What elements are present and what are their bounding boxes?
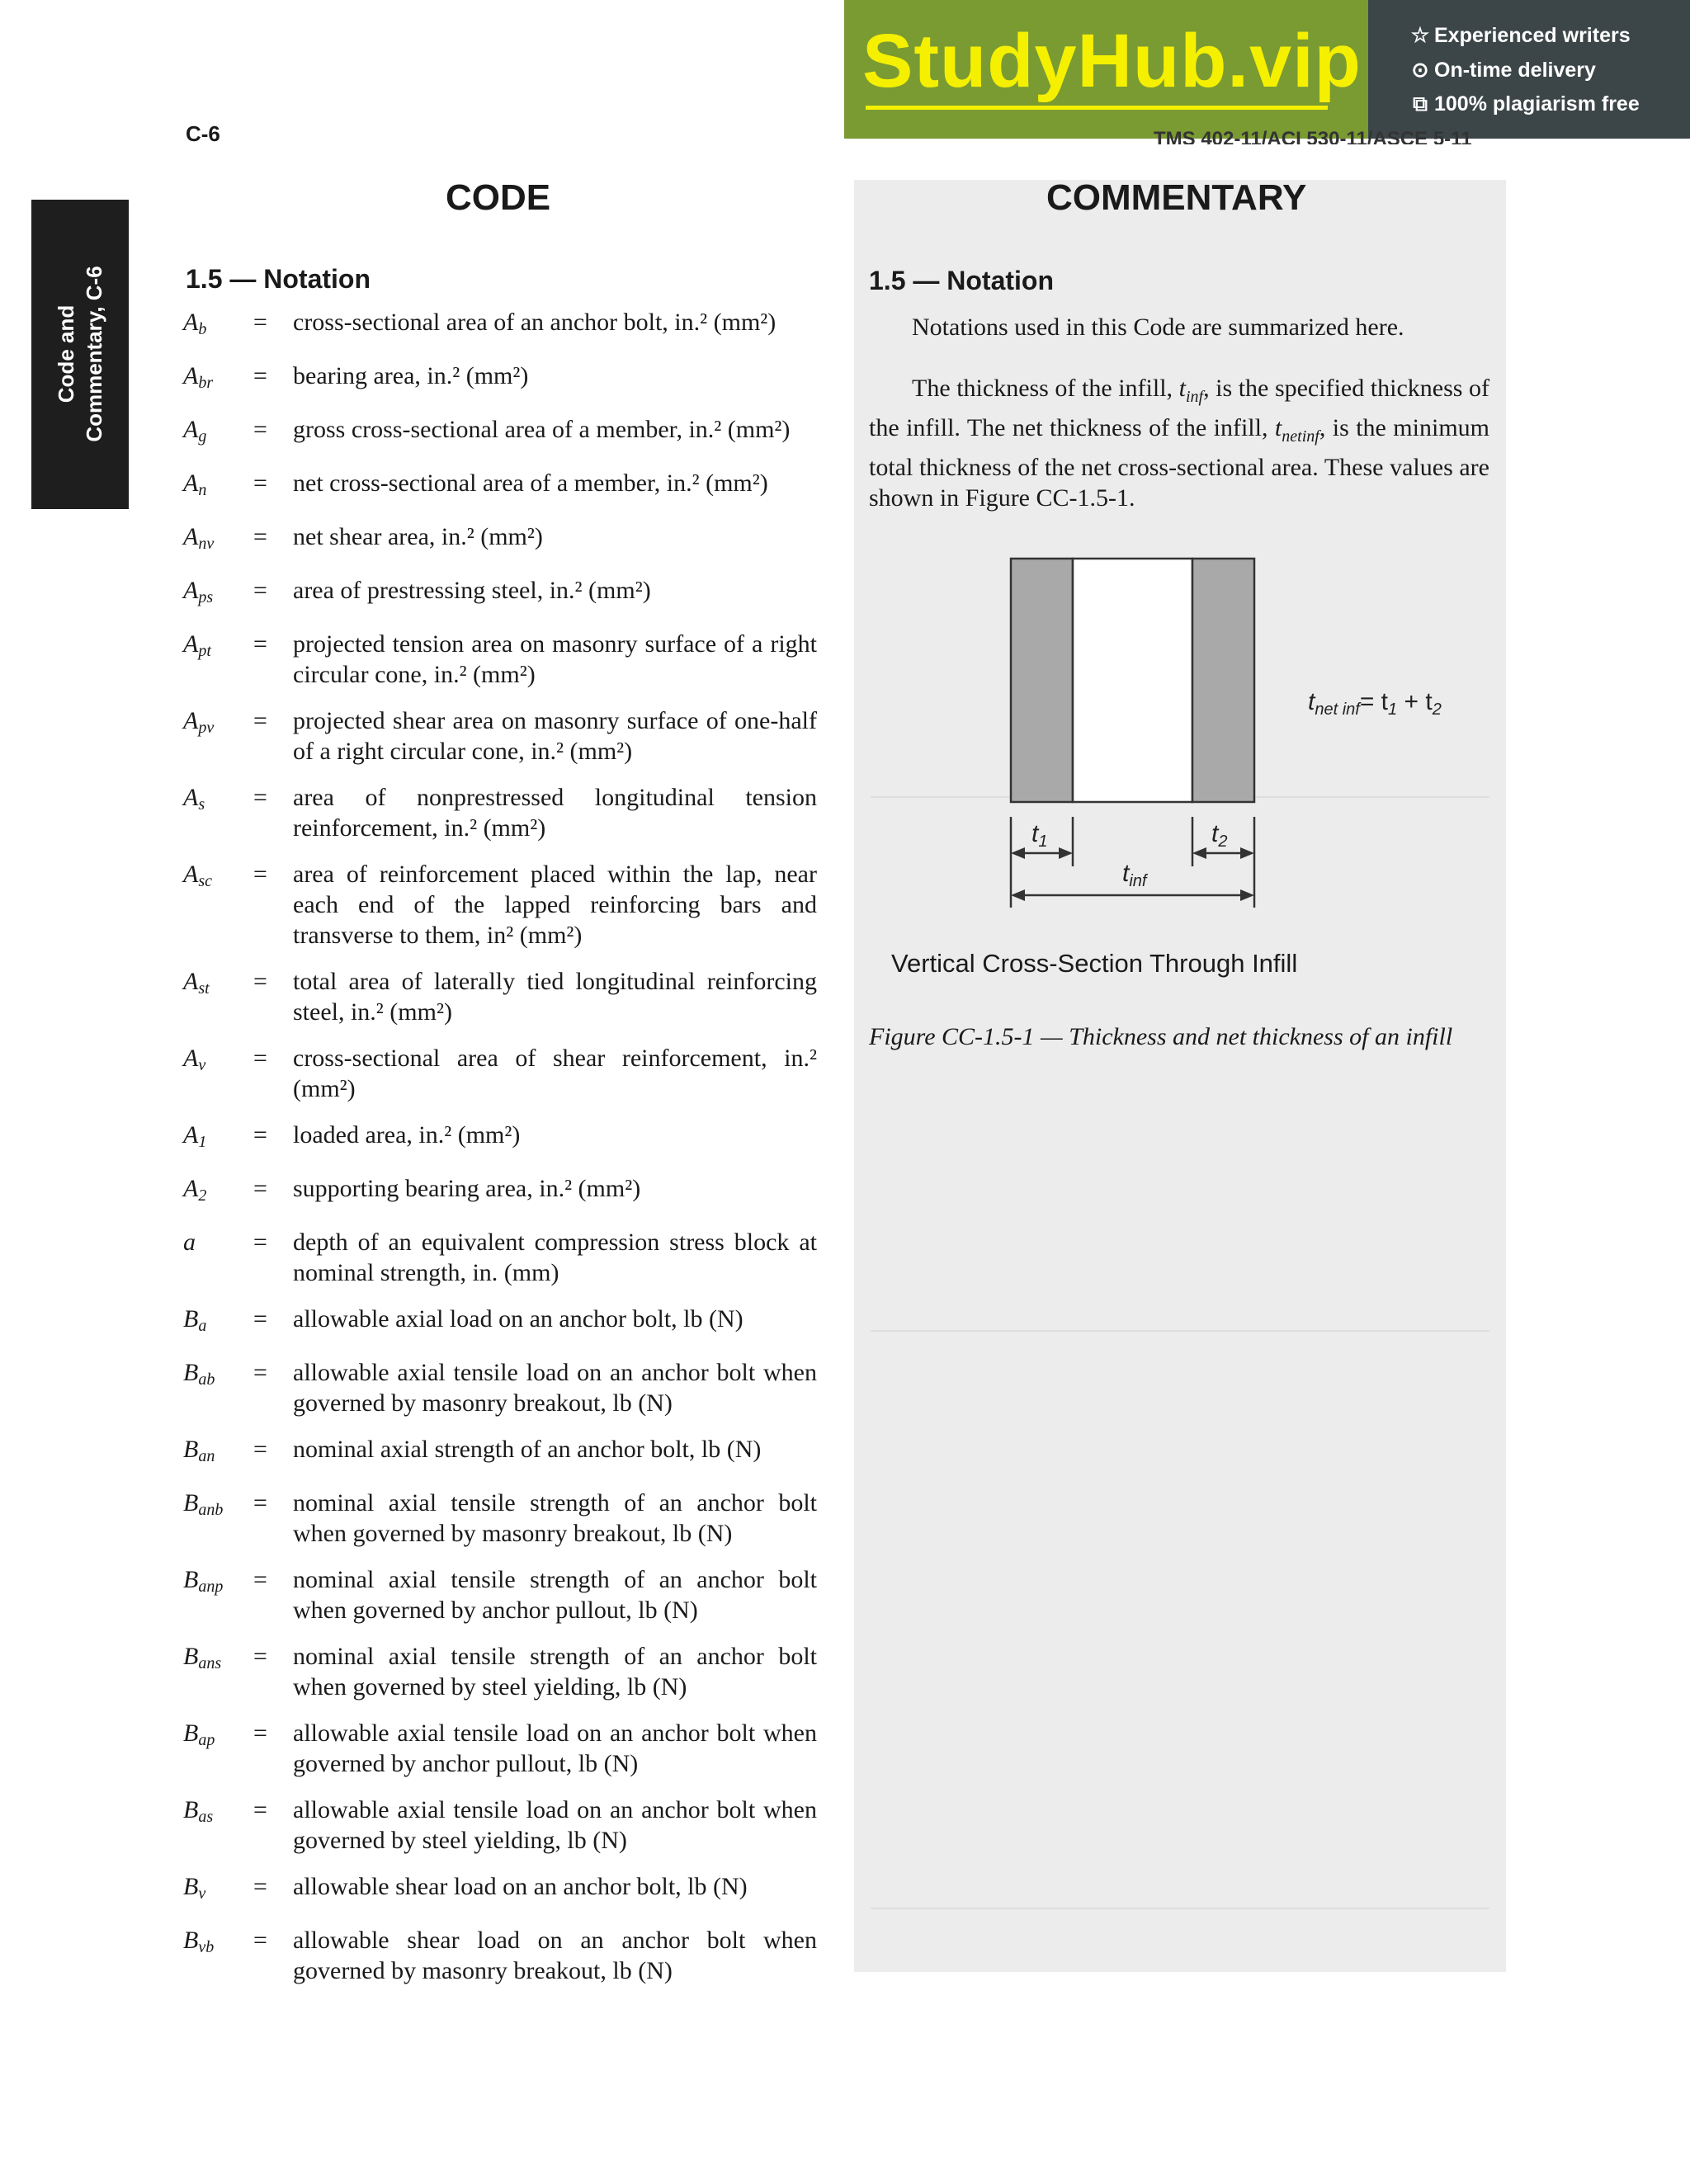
t2-label: $t_2$ <box>1211 820 1228 851</box>
notation-symbol: $B_v$ <box>183 1873 206 1903</box>
notation-symbol: a <box>183 1229 196 1256</box>
equals-sign: = <box>253 1175 267 1202</box>
notation-symbol: $A_{pt}$ <box>183 630 211 660</box>
notation-symbol: $A_n$ <box>183 469 207 499</box>
notation-symbol: $B_a$ <box>183 1305 207 1335</box>
notation-definition: bearing area, in.² (mm²) <box>293 362 529 389</box>
notation-symbol: $A_2$ <box>183 1175 207 1205</box>
notation-definition: allowable axial load on an anchor bolt, lb (N) <box>293 1305 744 1333</box>
side-tab-line-1: Code and <box>54 304 78 403</box>
page-number: C-6 <box>186 121 220 146</box>
notation-row <box>183 1120 817 1158</box>
equals-sign: = <box>253 707 267 734</box>
side-tab <box>31 200 129 509</box>
notation-symbol: $B_{vb}$ <box>183 1927 215 1956</box>
notation-row <box>183 966 817 1027</box>
code-section-heading: 1.5 — Notation <box>186 264 371 294</box>
notation-definition: allowable shear load on an anchor bolt, lb (N) <box>293 1873 748 1900</box>
notation-symbol: $A_{pv}$ <box>183 707 215 737</box>
equals-sign: = <box>253 469 267 497</box>
notation-row <box>183 1564 817 1625</box>
equals-sign: = <box>253 1643 267 1670</box>
net-thickness-formula: $t_{net inf}= t_1 + t_2$ <box>1308 688 1442 719</box>
notation-row <box>183 859 817 950</box>
equals-sign: = <box>253 861 267 888</box>
equals-sign: = <box>253 1121 267 1149</box>
notation-definition: area of reinforcement placed within the lap, near each end of the lapped reinforcing bars and transverse to them, in² (mm²) <box>293 861 817 949</box>
notation-definition: allowable axial tensile load on an anchor bolt when governed by anchor pullout, lb (N) <box>293 1719 817 1777</box>
notation-symbol: $B_{as}$ <box>183 1796 214 1826</box>
banner-feature-plagiarism <box>1409 92 1640 116</box>
banner-features-panel <box>1368 0 1690 139</box>
notation-definition: total area of laterally tied longitudinal reinforcing steel, in.² (mm²) <box>293 968 817 1026</box>
notation-symbol: $A_{br}$ <box>183 362 214 392</box>
equals-sign: = <box>253 1927 267 1954</box>
notation-definition: nominal axial tensile strength of an anchor bolt when governed by masonry breakout, lb (N) <box>293 1489 817 1547</box>
code-column-title: CODE <box>446 177 551 218</box>
infill-core <box>1073 559 1192 802</box>
banner-feature-delivery <box>1409 58 1596 83</box>
clock-icon: ⊙ <box>1411 59 1429 82</box>
banner-feature-writers <box>1409 23 1631 48</box>
notation-row <box>183 1641 817 1702</box>
notation-definition: area of prestressing steel, in.² (mm²) <box>293 577 651 604</box>
equals-sign: = <box>253 577 267 604</box>
equals-sign: = <box>253 630 267 658</box>
notation-definition: nominal axial tensile strength of an anchor bolt when governed by steel yielding, lb (N) <box>293 1643 817 1701</box>
equals-sign: = <box>253 1796 267 1823</box>
equals-sign: = <box>253 1489 267 1517</box>
notation-list <box>183 307 817 2002</box>
notation-definition: area of nonprestressed longitudinal tension reinforcement, in.² (mm²) <box>293 784 817 842</box>
notation-row <box>183 1488 817 1549</box>
notation-definition: allowable axial tensile load on an anchor bolt when governed by steel yielding, lb (N) <box>293 1796 817 1854</box>
notation-symbol: $B_{an}$ <box>183 1436 215 1465</box>
notation-row <box>183 1304 817 1342</box>
notation-symbol: $A_{sc}$ <box>183 861 212 890</box>
notation-row <box>183 1173 817 1211</box>
equals-sign: = <box>253 1436 267 1463</box>
copy-check-icon: ⧉ <box>1413 92 1428 116</box>
notation-symbol: $B_{ans}$ <box>183 1643 222 1672</box>
commentary-section-heading: 1.5 — Notation <box>869 266 1055 295</box>
notation-row <box>183 521 817 559</box>
figure-title: Vertical Cross-Section Through Infill <box>891 949 1298 978</box>
equals-sign: = <box>253 309 267 336</box>
notation-symbol: $A_1$ <box>183 1121 207 1151</box>
equals-sign: = <box>253 523 267 550</box>
equals-sign: = <box>253 416 267 443</box>
notation-definition: net cross-sectional area of a member, in.² (mm²) <box>293 469 768 497</box>
tinf-label: $t_{inf}$ <box>1122 860 1147 890</box>
side-tab-line-2: Commentary, C-6 <box>82 266 106 442</box>
notation-row <box>183 468 817 506</box>
right-face-shell <box>1192 559 1254 802</box>
notation-symbol: $A_v$ <box>183 1045 206 1074</box>
infill-cross-section-figure <box>990 545 1502 916</box>
banner-logo[interactable]: StudyHub.vip <box>862 19 1362 103</box>
equals-sign: = <box>253 1359 267 1386</box>
notation-row <box>183 1795 817 1856</box>
notation-row <box>183 307 817 345</box>
notation-row <box>183 1434 817 1472</box>
commentary-column-title: COMMENTARY <box>1046 177 1307 218</box>
equals-sign: = <box>253 1045 267 1072</box>
left-face-shell <box>1011 559 1073 802</box>
notation-definition: nominal axial tensile strength of an anchor bolt when governed by anchor pullout, lb (N) <box>293 1566 817 1624</box>
advertisement-banner[interactable] <box>844 0 1690 139</box>
notation-row <box>183 414 817 452</box>
notation-definition: cross-sectional area of shear reinforcement, in.² (mm²) <box>293 1045 817 1102</box>
notation-symbol: $B_{anb}$ <box>183 1489 224 1519</box>
commentary-paragraph-2: The thickness of the infill, $t_{inf}$, is the specified thickness of the infill. The net thickness of the infill, $t_{netinf}$, is the minimum total thickness of the net cross-sectional area. These values are shown in Figure CC-1.5-1. <box>869 375 1489 512</box>
equals-sign: = <box>253 1873 267 1900</box>
notation-row <box>183 1871 817 1909</box>
notation-definition: supporting bearing area, in.² (mm²) <box>293 1175 641 1202</box>
star-outline-icon: ☆ <box>1410 24 1430 47</box>
notation-definition: net shear area, in.² (mm²) <box>293 523 543 550</box>
equals-sign: = <box>253 362 267 389</box>
notation-symbol: $A_{nv}$ <box>183 523 215 553</box>
commentary-paragraph-1: Notations used in this Code are summarized here. <box>912 314 1404 341</box>
notation-row <box>183 629 817 690</box>
equals-sign: = <box>253 968 267 995</box>
notation-symbol: $A_b$ <box>183 309 207 338</box>
notation-row <box>183 1357 817 1418</box>
notation-definition: cross-sectional area of an anchor bolt, in.² (mm²) <box>293 309 777 336</box>
notation-definition: depth of an equivalent compression stress block at nominal strength, in. (mm) <box>293 1229 817 1286</box>
notation-row <box>183 1718 817 1779</box>
banner-logo-panel[interactable] <box>844 0 1368 139</box>
notation-definition: nominal axial strength of an anchor bolt, lb (N) <box>293 1436 762 1463</box>
notation-row <box>183 1227 817 1288</box>
feature-label: 100% plagiarism free <box>1434 92 1640 116</box>
t1-label: $t_1$ <box>1031 820 1048 851</box>
equals-sign: = <box>253 1229 267 1256</box>
notation-symbol: $A_{st}$ <box>183 968 210 998</box>
equals-sign: = <box>253 1719 267 1747</box>
notation-row <box>183 1043 817 1104</box>
figure-caption: Figure CC-1.5-1 — Thickness and net thickness of an infill <box>869 1023 1453 1050</box>
notation-symbol: $A_g$ <box>183 416 207 446</box>
notation-row <box>183 361 817 399</box>
notation-row <box>183 782 817 843</box>
notation-definition: projected shear area on masonry surface of one-half of a right circular cone, in.² (mm²) <box>293 707 817 765</box>
equals-sign: = <box>253 1566 267 1593</box>
notation-row <box>183 575 817 613</box>
running-header: TMS 402-11/ACI 530-11/ASCE 5-11 <box>1154 128 1472 144</box>
notation-symbol: $B_{ap}$ <box>183 1719 215 1749</box>
notation-row <box>183 1925 817 1986</box>
notation-definition: allowable axial tensile load on an anchor bolt when governed by masonry breakout, lb (N) <box>293 1359 817 1417</box>
side-tab-label <box>52 266 108 441</box>
notation-definition: projected tension area on masonry surface of a right circular cone, in.² (mm²) <box>293 630 817 688</box>
equals-sign: = <box>253 784 267 811</box>
notation-symbol: $B_{anp}$ <box>183 1566 224 1596</box>
notation-symbol: $B_{ab}$ <box>183 1359 215 1389</box>
feature-label: On-time delivery <box>1434 59 1596 82</box>
notation-definition: allowable shear load on an anchor bolt when governed by masonry breakout, lb (N) <box>293 1927 817 1984</box>
logo-underline <box>866 106 1328 110</box>
notation-definition: gross cross-sectional area of a member, in.² (mm²) <box>293 416 791 443</box>
notation-definition: loaded area, in.² (mm²) <box>293 1121 521 1149</box>
feature-label: Experienced writers <box>1434 24 1631 47</box>
notation-row <box>183 705 817 767</box>
equals-sign: = <box>253 1305 267 1333</box>
notation-symbol: $A_s$ <box>183 784 205 814</box>
notation-symbol: $A_{ps}$ <box>183 577 214 606</box>
